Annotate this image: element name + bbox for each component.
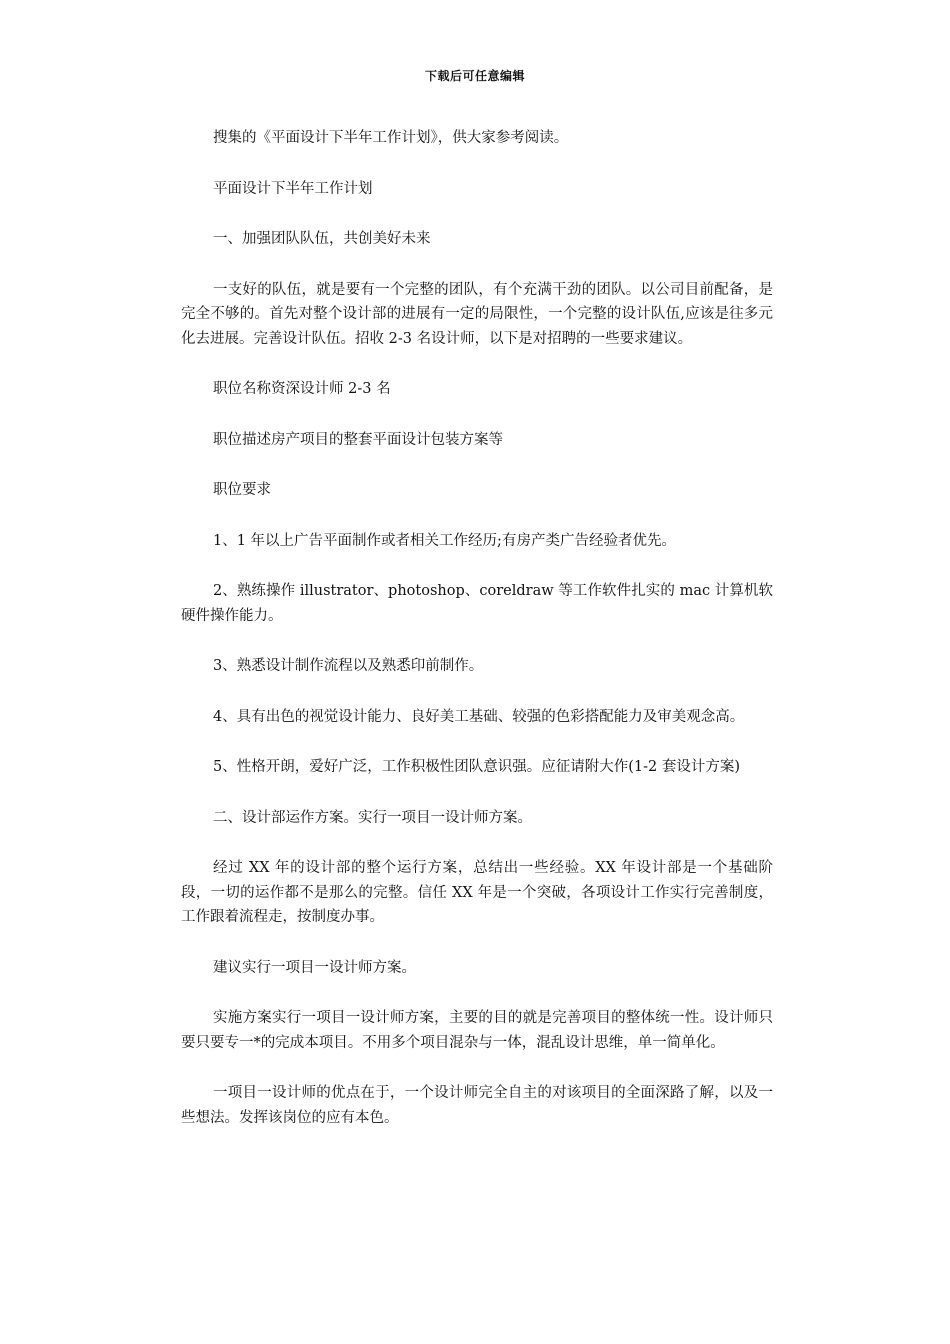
section-heading-2: 二、设计部运作方案。实行一项目一设计师方案。 bbox=[213, 809, 532, 826]
requirement-item-2: 2、熟练操作 illustrator、photoshop、coreldraw 等工作软件扎实的 mac 计算机软硬件操作能力。 bbox=[181, 583, 773, 624]
page-header: 下载后可任意编辑 bbox=[424, 69, 525, 83]
body-paragraph: 一支好的队伍，就是要有一个完整的团队，有个充满干劲的团队。以公司目前配备，是完全不够的。首先对整个设计部的进展有一定的局限性，一个完整的设计队伍,应该是往多元化去进展。完善设计队伍。招收 2-3 名设计师，以下是对招聘的一些要求建议。 bbox=[181, 281, 773, 347]
requirement-item-5: 5、性格开朗，爱好广泛，工作积极性团队意识强。应征请附大作(1-2 套设计方案) bbox=[213, 759, 740, 775]
document-body bbox=[181, 126, 773, 1156]
body-paragraph: 实施方案实行一项目一设计师方案，主要的目的就是完善项目的整体统一性。设计师只要只要专一*的完成本项目。不用多个项目混杂与一体，混乱设计思维，单一简单化。 bbox=[181, 1010, 773, 1051]
job-requirements-heading: 职位要求 bbox=[213, 482, 271, 498]
requirement-item-1: 1、1 年以上广告平面制作或者相关工作经历;有房产类广告经验者优先。 bbox=[213, 532, 676, 549]
job-description-line: 职位描述房产项目的整套平面设计包装方案等 bbox=[213, 431, 503, 448]
section-heading-1: 一、加强团队队伍，共创美好未来 bbox=[213, 231, 431, 247]
job-title-line: 职位名称资深设计师 2-3 名 bbox=[213, 381, 391, 397]
intro-paragraph: 搜集的《平面设计下半年工作计划》，供大家参考阅读。 bbox=[213, 130, 569, 146]
document-title: 平面设计下半年工作计划 bbox=[213, 180, 373, 197]
requirement-item-3: 3、熟悉设计制作流程以及熟悉印前制作。 bbox=[213, 658, 484, 674]
body-paragraph: 一项目一设计师的优点在于，一个设计师完全自主的对该项目的全面深路了解，以及一些想法。发挥该岗位的应有本色。 bbox=[181, 1085, 773, 1126]
requirement-item-4: 4、具有出色的视觉设计能力、良好美工基础、较强的色彩搭配能力及审美观念高。 bbox=[213, 708, 745, 725]
body-paragraph: 经过 XX 年的设计部的整个运行方案，总结出一些经验。XX 年设计部是一个基础阶段，一切的运作都不是那么的完整。信任 XX 年是一个突破，各项设计工作实行完善制度，工作跟着流程走，按制度办事。 bbox=[181, 860, 773, 925]
body-paragraph: 建议实行一项目一设计师方案。 bbox=[213, 959, 416, 976]
